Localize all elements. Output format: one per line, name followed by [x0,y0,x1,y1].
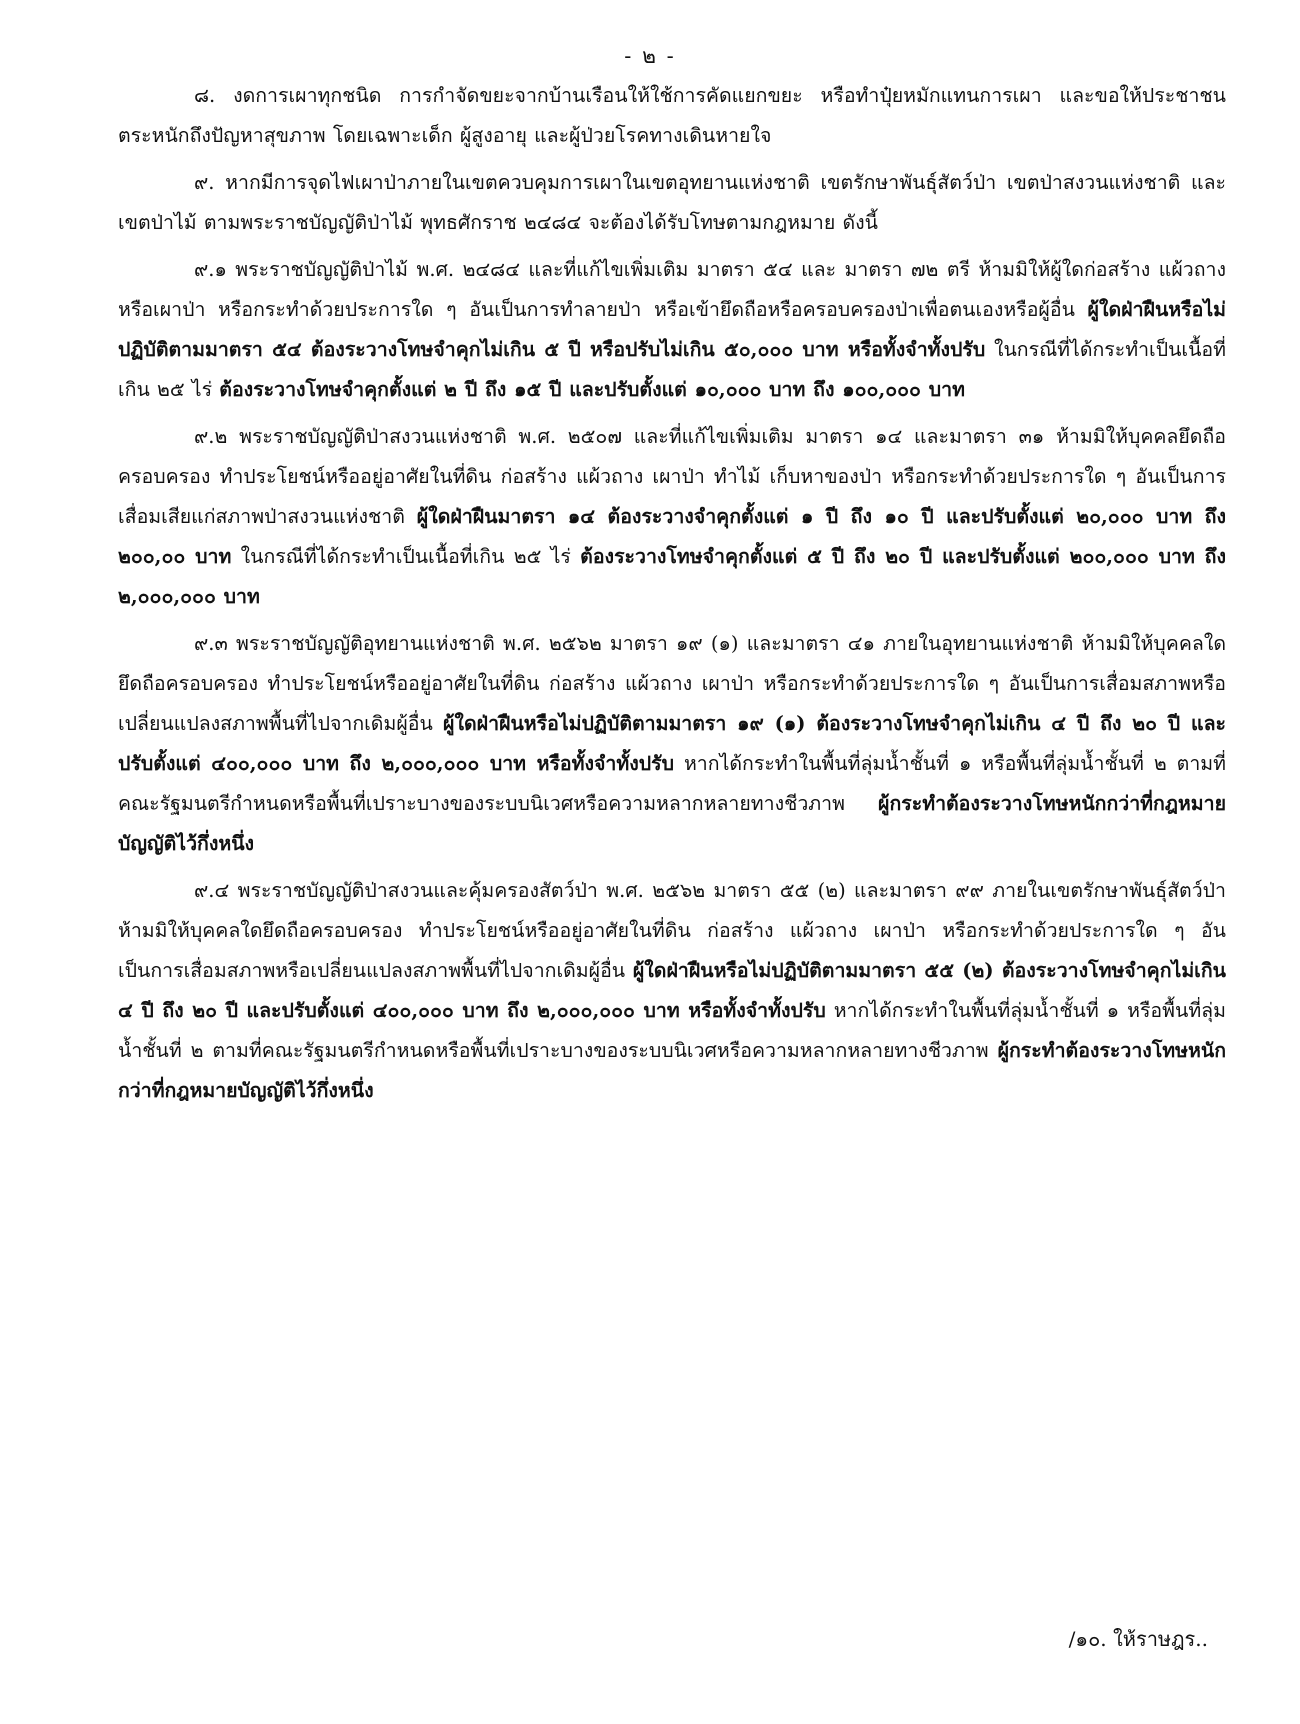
paragraph-text: ๙.๔ พระราชบัญญัติป่าสงวนและคุ้มครองสัตว์ป่า พ.ศ. ๒๕๖๒ มาตรา ๕๕ (๒) และมาตรา ๙๙ ภายในเขตรักษาพันธุ์สัตว์ป่า ห้ามมิให้บุคคลใดยึดถือครอบครอง ทำประโยชน์หรืออยู่อาศัยในที่ดิน ก่อสร้าง แผ้วถาง เผาป่า หรือกระทำด้วยประการใด ๆ อันเป็นการเสื่อมสภาพหรือเปลี่ยนแปลงสภาพพื้นที่ไปจากเดิมผู้อื่น [118,879,1226,982]
paragraph-text: ๙. หากมีการจุดไฟเผาป่าภายในเขตควบคุมการเผาในเขตอุทยานแห่งชาติ เขตรักษาพันธุ์สัตว์ป่า เขตป่าสงวนแห่งชาติ และเขตป่าไม้ ตามพระราชบัญญัติป่าไม้ พุทธศักราช ๒๔๘๔ จะต้องได้รับโทษตามกฎหมาย ดังนี้ [118,171,1226,234]
paragraph-9-2 [118,417,1226,617]
paragraph-text: ๙.๑ พระราชบัญญัติป่าไม้ พ.ศ. ๒๔๘๔ และที่แก้ไขเพิ่มเติม มาตรา ๕๔ และ มาตรา ๗๒ ตรี ห้ามมิให้ผู้ใดก่อสร้าง แผ้วถาง หรือเผาป่า หรือกระทำด้วยประการใด ๆ อันเป็นการทำลายป่า หรือเข้ายึดถือหรือครอบครองป่าเพื่อตนเองหรือผู้อื่น [118,258,1226,321]
paragraph-9-4 [118,871,1226,1111]
document-body [118,76,1226,1118]
penalty-text: ต้องระวางโทษจำคุกตั้งแต่ ๒ ปี ถึง ๑๕ ปี และปรับตั้งแต่ ๑๐,๐๐๐ บาท ถึง ๑๐๐,๐๐๐ บาท [219,378,965,401]
penalty-text: ผู้ใดฝ่าฝืนหรือไม่ปฏิบัติตามมาตรา ๕๕ (๒) ต้องระวางโทษจำคุกไม่เกิน ๔ ปี ถึง ๒๐ ปี และปรับตั้งแต่ ๔๐๐,๐๐๐ บาท ถึง ๒,๐๐๐,๐๐๐ บาท หรือทั้งจำทั้งปรับ [118,959,1226,1022]
paragraph-8 [118,76,1226,156]
continuation-note: /๑๐. ให้ราษฎร.. [1068,1627,1208,1651]
paragraph-text: ๙.๒ พระราชบัญญัติป่าสงวนแห่งชาติ พ.ศ. ๒๕๐๗ และที่แก้ไขเพิ่มเติม มาตรา ๑๔ และมาตรา ๓๑ ห้ามมิให้บุคคลยึดถือครอบครอง ทำประโยชน์หรืออยู่อาศัยในที่ดิน ก่อสร้าง แผ้วถาง เผาป่า ทำไม้ เก็บหาของป่า หรือกระทำด้วยประการใด ๆ อันเป็นการเสื่อมเสียแก่สภาพป่าสงวนแห่งชาติ [118,425,1226,528]
paragraph-text: ๙.๓ พระราชบัญญัติอุทยานแห่งชาติ พ.ศ. ๒๕๖๒ มาตรา ๑๙ (๑) และมาตรา ๔๑ ภายในอุทยานแห่งชาติ ห้ามมิให้บุคคลใดยึดถือครอบครอง ทำประโยชน์หรืออยู่อาศัยในที่ดิน ก่อสร้าง แผ้วถาง เผาป่า หรือกระทำด้วยประการใด ๆ อันเป็นการเสื่อมสภาพหรือเปลี่ยนแปลงสภาพพื้นที่ไปจากเดิมผู้อื่น [118,632,1226,735]
paragraph-text: ในกรณีที่ได้กระทำเป็นเนื้อที่เกิน ๒๕ ไร่ [118,338,1226,401]
penalty-text: ผู้ใดฝ่าฝืนหรือไม่ปฏิบัติตามมาตรา ๑๙ (๑) ต้องระวางโทษจำคุกไม่เกิน ๔ ปี ถึง ๒๐ ปี และปรับตั้งแต่ ๔๐๐,๐๐๐ บาท ถึง ๒,๐๐๐,๐๐๐ บาท หรือทั้งจำทั้งปรับ [118,712,1226,775]
penalty-text: ผู้กระทำต้องระวางโทษหนักกว่าที่กฎหมายบัญญัติไว้กึ่งหนึ่ง [118,792,1226,855]
paragraph-9-1 [118,250,1226,410]
paragraph-text: หากได้กระทำในพื้นที่ลุ่มน้ำชั้นที่ ๑ หรือพื้นที่ลุ่มน้ำชั้นที่ ๒ ตามที่คณะรัฐมนตรีกำหนดหรือพื้นที่เปราะบางของระบบนิเวศหรือความหลากหลายทางชีวภาพ [118,999,1226,1062]
paragraph-9-3 [118,624,1226,864]
paragraph-9 [118,163,1226,243]
penalty-text: ผู้กระทำต้องระวางโทษหนักกว่าที่กฎหมายบัญญัติไว้กึ่งหนึ่ง [118,1039,1226,1102]
paragraph-text: หากได้กระทำในพื้นที่ลุ่มน้ำชั้นที่ ๑ หรือพื้นที่ลุ่มน้ำชั้นที่ ๒ ตามที่คณะรัฐมนตรีกำหนดหรือพื้นที่เปราะบางของระบบนิเวศหรือความหลากหลายทางชีวภาพ [118,752,1226,815]
penalty-text: ผู้ใดฝ่าฝืนมาตรา ๑๔ ต้องระวางจำคุกตั้งแต่ ๑ ปี ถึง ๑๐ ปี และปรับตั้งแต่ ๒๐,๐๐๐ บาท ถึง ๒๐๐,๐๐ บาท [118,505,1226,568]
penalty-text: ต้องระวางโทษจำคุกตั้งแต่ ๕ ปี ถึง ๒๐ ปี และปรับตั้งแต่ ๒๐๐,๐๐๐ บาท ถึง ๒,๐๐๐,๐๐๐ บาท [118,545,1226,608]
page-number: - ๒ - [624,44,676,68]
paragraph-text: ๘. งดการเผาทุกชนิด การกำจัดขยะจากบ้านเรือนให้ใช้การคัดแยกขยะ หรือทำปุ๋ยหมักแทนการเผา และขอให้ประชาชนตระหนักถึงปัญหาสุขภาพ โดยเฉพาะเด็ก ผู้สูงอายุ และผู้ป่วยโรคทางเดินหายใจ [118,84,1226,147]
penalty-text: ผู้ใดฝ่าฝืนหรือไม่ปฏิบัติตามมาตรา ๕๔ ต้องระวางโทษจำคุกไม่เกิน ๕ ปี หรือปรับไม่เกิน ๕๐,๐๐๐ บาท หรือทั้งจำทั้งปรับ [118,298,1226,361]
paragraph-text: ในกรณีที่ได้กระทำเป็นเนื้อที่เกิน ๒๕ ไร่ [231,545,581,568]
